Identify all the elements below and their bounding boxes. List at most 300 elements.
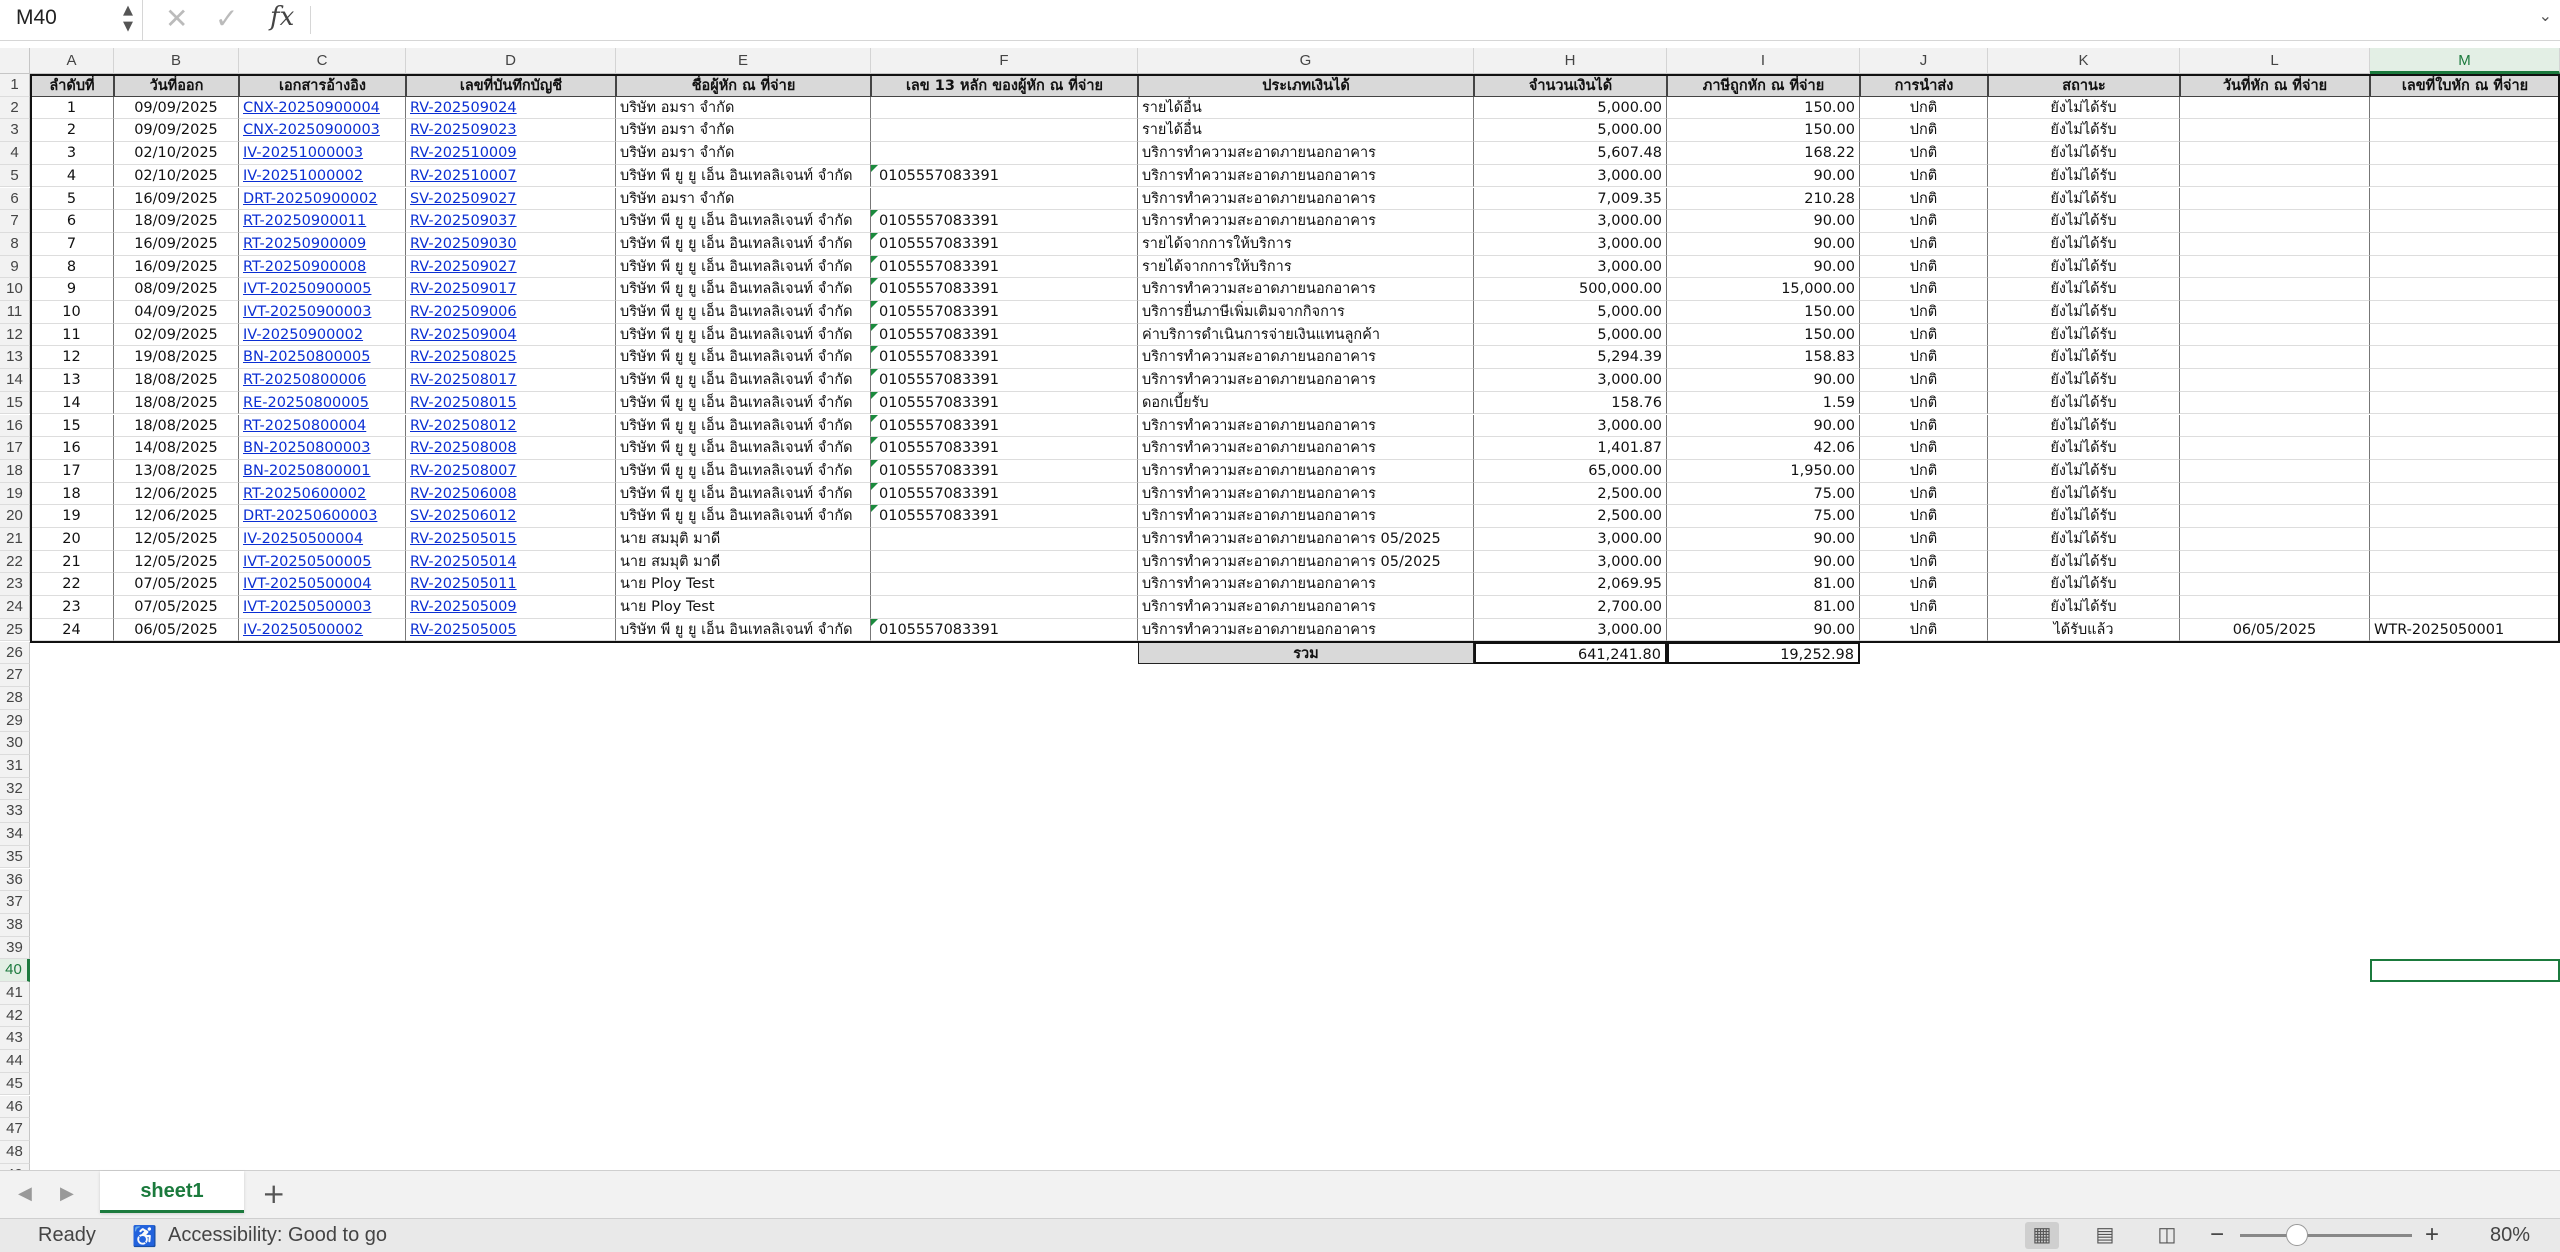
table-cell[interactable] [2180,483,2370,506]
number-as-text-warning-icon[interactable] [871,460,878,467]
table-cell[interactable]: ยังไม่ได้รับ [1988,324,2180,347]
table-cell[interactable]: ปกติ [1860,324,1988,347]
hyperlink-cell[interactable]: CNX-20250900004 [239,97,406,120]
row-header-46[interactable]: 46 [0,1096,30,1119]
table-cell[interactable]: 150.00 [1667,97,1860,120]
table-cell[interactable]: ปกติ [1860,460,1988,483]
row-header-25[interactable]: 25 [0,619,30,642]
table-cell[interactable]: 18/09/2025 [114,210,239,233]
hyperlink-cell[interactable]: IV-20251000002 [239,165,406,188]
table-cell[interactable] [871,119,1138,142]
table-cell[interactable] [2370,528,2560,551]
table-cell[interactable] [871,551,1138,574]
row-header-16[interactable]: 16 [0,415,30,438]
table-cell[interactable]: 8 [30,256,114,279]
table-cell[interactable]: 3,000.00 [1474,256,1667,279]
table-cell[interactable] [2370,142,2560,165]
table-cell[interactable]: ยังไม่ได้รับ [1988,188,2180,211]
row-header-28[interactable]: 28 [0,687,30,710]
table-cell[interactable]: บริการทำความสะอาดภายนอกอาคาร [1138,460,1474,483]
table-cell[interactable] [871,573,1138,596]
hyperlink-cell[interactable]: RV-202506008 [406,483,616,506]
row-header-13[interactable]: 13 [0,346,30,369]
zoom-in-button[interactable]: + [2425,1221,2440,1248]
hyperlink-cell[interactable]: RV-202509024 [406,97,616,120]
table-cell[interactable]: 2,700.00 [1474,596,1667,619]
table-cell[interactable]: ปกติ [1860,301,1988,324]
hyperlink-cell[interactable]: IV-20250500002 [239,619,406,642]
row-header-6[interactable]: 6 [0,188,30,211]
table-cell[interactable] [2370,278,2560,301]
table-cell[interactable]: 9 [30,278,114,301]
row-header-29[interactable]: 29 [0,710,30,733]
column-header-k[interactable]: K [1988,48,2180,74]
table-cell[interactable]: 75.00 [1667,505,1860,528]
number-as-text-warning-icon[interactable] [871,256,878,263]
table-cell[interactable]: 04/09/2025 [114,301,239,324]
table-cell[interactable] [2180,369,2370,392]
hyperlink-cell[interactable]: IVT-20250500004 [239,573,406,596]
hyperlink-cell[interactable]: RV-202509037 [406,210,616,233]
table-cell[interactable]: บริษัท พี ยู ยู เอ็น อินเทลลิเจนท์ จำกัด [616,301,871,324]
hyperlink-cell[interactable]: IVT-20250500005 [239,551,406,574]
table-cell[interactable]: 500,000.00 [1474,278,1667,301]
table-cell[interactable]: บริษัท อมรา จำกัด [616,188,871,211]
table-cell[interactable]: 09/09/2025 [114,97,239,120]
table-cell[interactable]: 5,607.48 [1474,142,1667,165]
table-cell[interactable] [2370,301,2560,324]
table-cell[interactable]: ยังไม่ได้รับ [1988,483,2180,506]
table-cell[interactable] [2370,210,2560,233]
table-cell[interactable]: บริการทำความสะอาดภายนอกอาคาร [1138,369,1474,392]
column-header-f[interactable]: F [871,48,1138,74]
select-all-corner[interactable] [0,48,30,74]
hyperlink-cell[interactable]: IVT-20250900003 [239,301,406,324]
table-cell[interactable]: ยังไม่ได้รับ [1988,369,2180,392]
table-cell[interactable]: นาย Ploy Test [616,573,871,596]
table-cell[interactable]: บริษัท พี ยู ยู เอ็น อินเทลลิเจนท์ จำกัด [616,346,871,369]
selected-cell-outline[interactable] [2370,959,2560,982]
row-header-47[interactable]: 47 [0,1118,30,1141]
number-as-text-warning-icon[interactable] [871,392,878,399]
insert-function-button[interactable]: fx [270,2,295,32]
table-cell[interactable] [2180,119,2370,142]
table-cell[interactable]: 0105557083391 [871,437,1138,460]
table-cell[interactable]: บริษัท พี ยู ยู เอ็น อินเทลลิเจนท์ จำกัด [616,369,871,392]
hyperlink-cell[interactable]: RV-202509030 [406,233,616,256]
row-header-2[interactable]: 2 [0,97,30,120]
number-as-text-warning-icon[interactable] [871,369,878,376]
table-cell[interactable]: 0105557083391 [871,165,1138,188]
previous-sheet-arrow-icon[interactable]: ◀ [18,1183,32,1204]
table-cell[interactable]: 3,000.00 [1474,528,1667,551]
table-cell[interactable]: นาย Ploy Test [616,596,871,619]
table-cell[interactable] [2180,233,2370,256]
table-cell[interactable]: ยังไม่ได้รับ [1988,119,2180,142]
table-cell[interactable]: 5,000.00 [1474,301,1667,324]
hyperlink-cell[interactable]: RV-202505011 [406,573,616,596]
table-cell[interactable]: 0105557083391 [871,415,1138,438]
table-cell[interactable]: ปกติ [1860,165,1988,188]
table-cell[interactable]: 2,500.00 [1474,505,1667,528]
table-cell[interactable]: 65,000.00 [1474,460,1667,483]
row-header-8[interactable]: 8 [0,233,30,256]
page-layout-icon[interactable]: ▤ [2095,1224,2115,1246]
table-cell[interactable]: บริการทำความสะอาดภายนอกอาคาร [1138,210,1474,233]
table-cell[interactable]: 14 [30,392,114,415]
hyperlink-cell[interactable]: RV-202509017 [406,278,616,301]
row-header-9[interactable]: 9 [0,256,30,279]
row-header-48[interactable]: 48 [0,1141,30,1164]
table-cell[interactable] [2370,369,2560,392]
table-cell[interactable]: รายได้อื่น [1138,119,1474,142]
table-cell[interactable]: 12/05/2025 [114,528,239,551]
hyperlink-cell[interactable]: DRT-20250900002 [239,188,406,211]
table-cell[interactable]: 07/05/2025 [114,596,239,619]
number-as-text-warning-icon[interactable] [871,619,878,626]
row-header-23[interactable]: 23 [0,573,30,596]
table-cell[interactable]: ปกติ [1860,415,1988,438]
table-cell[interactable] [2370,188,2560,211]
table-cell[interactable] [2180,596,2370,619]
row-header-10[interactable]: 10 [0,278,30,301]
table-cell[interactable] [871,142,1138,165]
table-cell[interactable] [2370,324,2560,347]
table-cell[interactable] [2180,142,2370,165]
hyperlink-cell[interactable]: DRT-20250600003 [239,505,406,528]
table-cell[interactable]: 15 [30,415,114,438]
table-cell[interactable] [2180,437,2370,460]
row-header-39[interactable]: 39 [0,937,30,960]
table-cell[interactable]: 16/09/2025 [114,256,239,279]
table-cell[interactable]: ยังไม่ได้รับ [1988,551,2180,574]
column-header-i[interactable]: I [1667,48,1860,74]
hyperlink-cell[interactable]: RV-202505015 [406,528,616,551]
row-header-12[interactable]: 12 [0,324,30,347]
table-cell[interactable]: 19/08/2025 [114,346,239,369]
hyperlink-cell[interactable]: RV-202508017 [406,369,616,392]
table-cell[interactable]: ยังไม่ได้รับ [1988,256,2180,279]
table-cell[interactable]: บริการทำความสะอาดภายนอกอาคาร [1138,483,1474,506]
table-cell[interactable]: 18/08/2025 [114,369,239,392]
table-cell[interactable]: ยังไม่ได้รับ [1988,460,2180,483]
table-cell[interactable]: 42.06 [1667,437,1860,460]
table-cell[interactable] [2180,165,2370,188]
table-cell[interactable]: 11 [30,324,114,347]
totals-tax[interactable]: 19,252.98 [1667,642,1860,665]
hyperlink-cell[interactable]: RT-20250900008 [239,256,406,279]
column-header-e[interactable]: E [616,48,871,74]
table-cell[interactable] [2370,551,2560,574]
row-header-19[interactable]: 19 [0,483,30,506]
hyperlink-cell[interactable]: IV-20250500004 [239,528,406,551]
hyperlink-cell[interactable]: RV-202508012 [406,415,616,438]
table-cell[interactable]: 0105557083391 [871,233,1138,256]
header-cell[interactable]: เลขที่ใบหัก ณ ที่จ่าย [2370,74,2560,97]
hyperlink-cell[interactable]: RV-202509004 [406,324,616,347]
table-cell[interactable]: บริษัท พี ยู ยู เอ็น อินเทลลิเจนท์ จำกัด [616,278,871,301]
number-as-text-warning-icon[interactable] [871,165,878,172]
table-cell[interactable] [2370,346,2560,369]
table-cell[interactable] [2180,505,2370,528]
table-cell[interactable]: 09/09/2025 [114,119,239,142]
row-header-24[interactable]: 24 [0,596,30,619]
hyperlink-cell[interactable]: RT-20250900009 [239,233,406,256]
hyperlink-cell[interactable]: BN-20250800001 [239,460,406,483]
table-cell[interactable]: 5,000.00 [1474,97,1667,120]
table-cell[interactable]: นาย สมมุติ มาดี [616,551,871,574]
table-cell[interactable] [2180,210,2370,233]
table-cell[interactable] [2370,505,2560,528]
table-cell[interactable]: ปกติ [1860,256,1988,279]
formula-input[interactable] [320,8,2520,34]
table-cell[interactable]: 23 [30,596,114,619]
table-cell[interactable]: 14/08/2025 [114,437,239,460]
table-cell[interactable]: 210.28 [1667,188,1860,211]
row-header-33[interactable]: 33 [0,800,30,823]
hyperlink-cell[interactable]: RV-202509006 [406,301,616,324]
column-header-l[interactable]: L [2180,48,2370,74]
row-header-17[interactable]: 17 [0,437,30,460]
table-cell[interactable]: ปกติ [1860,596,1988,619]
table-cell[interactable]: 18/08/2025 [114,392,239,415]
table-cell[interactable]: ยังไม่ได้รับ [1988,392,2180,415]
table-cell[interactable] [2180,415,2370,438]
header-cell[interactable]: ภาษีถูกหัก ณ ที่จ่าย [1667,74,1860,97]
number-as-text-warning-icon[interactable] [871,483,878,490]
table-cell[interactable]: บริการทำความสะอาดภายนอกอาคาร [1138,346,1474,369]
table-cell[interactable]: บริการทำความสะอาดภายนอกอาคาร [1138,505,1474,528]
row-header-26[interactable]: 26 [0,642,30,665]
table-cell[interactable] [2180,346,2370,369]
table-cell[interactable]: 2 [30,119,114,142]
table-cell[interactable]: บริการทำความสะอาดภายนอกอาคาร [1138,619,1474,642]
table-cell[interactable]: บริษัท อมรา จำกัด [616,97,871,120]
table-cell[interactable]: ยังไม่ได้รับ [1988,505,2180,528]
row-header-11[interactable]: 11 [0,301,30,324]
table-cell[interactable]: ปกติ [1860,437,1988,460]
table-cell[interactable]: 5,294.39 [1474,346,1667,369]
table-cell[interactable]: ปกติ [1860,528,1988,551]
table-cell[interactable]: 81.00 [1667,573,1860,596]
table-cell[interactable] [2180,573,2370,596]
hyperlink-cell[interactable]: IVT-20250900005 [239,278,406,301]
table-cell[interactable]: 1,401.87 [1474,437,1667,460]
number-as-text-warning-icon[interactable] [871,415,878,422]
header-cell[interactable]: วันที่หัก ณ ที่จ่าย [2180,74,2370,97]
table-cell[interactable] [2180,278,2370,301]
table-cell[interactable]: บริษัท อมรา จำกัด [616,142,871,165]
name-box-value[interactable]: M40 [16,6,57,29]
table-cell[interactable]: ยังไม่ได้รับ [1988,528,2180,551]
table-cell[interactable]: 16/09/2025 [114,233,239,256]
name-box[interactable] [0,0,143,40]
row-header-20[interactable]: 20 [0,505,30,528]
table-cell[interactable]: 90.00 [1667,619,1860,642]
hyperlink-cell[interactable]: SV-202509027 [406,188,616,211]
table-cell[interactable]: บริษัท พี ยู ยู เอ็น อินเทลลิเจนท์ จำกัด [616,505,871,528]
table-cell[interactable]: ปกติ [1860,142,1988,165]
table-cell[interactable]: ยังไม่ได้รับ [1988,278,2180,301]
table-cell[interactable]: 06/05/2025 [2180,619,2370,642]
table-cell[interactable]: ยังไม่ได้รับ [1988,142,2180,165]
table-cell[interactable]: 90.00 [1667,210,1860,233]
row-header-36[interactable]: 36 [0,869,30,892]
table-cell[interactable]: 90.00 [1667,369,1860,392]
table-cell[interactable]: 7 [30,233,114,256]
table-cell[interactable]: 21 [30,551,114,574]
table-cell[interactable]: บริษัท พี ยู ยู เอ็น อินเทลลิเจนท์ จำกัด [616,256,871,279]
table-cell[interactable]: 02/10/2025 [114,165,239,188]
table-cell[interactable]: 0105557083391 [871,392,1138,415]
table-cell[interactable]: ยังไม่ได้รับ [1988,97,2180,120]
table-cell[interactable]: 16 [30,437,114,460]
table-cell[interactable]: บริการทำความสะอาดภายนอกอาคาร [1138,573,1474,596]
row-header-44[interactable]: 44 [0,1050,30,1073]
number-as-text-warning-icon[interactable] [871,210,878,217]
number-as-text-warning-icon[interactable] [871,437,878,444]
table-cell[interactable] [871,188,1138,211]
table-cell[interactable]: 1,950.00 [1667,460,1860,483]
table-cell[interactable] [2370,573,2560,596]
table-cell[interactable] [871,528,1138,551]
row-header-43[interactable]: 43 [0,1027,30,1050]
table-cell[interactable] [2180,551,2370,574]
add-sheet-button[interactable]: + [262,1177,286,1210]
table-cell[interactable] [2370,233,2560,256]
table-cell[interactable] [2370,415,2560,438]
row-header-18[interactable]: 18 [0,460,30,483]
row-header-34[interactable]: 34 [0,823,30,846]
zoom-slider-thumb[interactable] [2286,1224,2308,1246]
header-cell[interactable]: การนำส่ง [1860,74,1988,97]
table-cell[interactable]: 0105557083391 [871,301,1138,324]
table-cell[interactable]: ยังไม่ได้รับ [1988,596,2180,619]
table-cell[interactable]: บริษัท พี ยู ยู เอ็น อินเทลลิเจนท์ จำกัด [616,392,871,415]
table-cell[interactable]: 0105557083391 [871,619,1138,642]
table-cell[interactable]: 08/09/2025 [114,278,239,301]
row-header-4[interactable]: 4 [0,142,30,165]
table-cell[interactable]: บริษัท พี ยู ยู เอ็น อินเทลลิเจนท์ จำกัด [616,324,871,347]
row-header-35[interactable]: 35 [0,846,30,869]
table-cell[interactable]: ยังไม่ได้รับ [1988,165,2180,188]
table-cell[interactable]: 90.00 [1667,415,1860,438]
table-cell[interactable]: 150.00 [1667,119,1860,142]
next-sheet-arrow-icon[interactable]: ▶ [60,1183,74,1204]
table-cell[interactable]: 5 [30,188,114,211]
table-cell[interactable]: 0105557083391 [871,505,1138,528]
table-cell[interactable] [871,97,1138,120]
table-cell[interactable]: 19 [30,505,114,528]
sheet-tab-sheet1[interactable]: sheet1 [100,1171,244,1213]
table-cell[interactable]: 90.00 [1667,165,1860,188]
hyperlink-cell[interactable]: RT-20250800006 [239,369,406,392]
hyperlink-cell[interactable]: RV-202505005 [406,619,616,642]
table-cell[interactable]: 3 [30,142,114,165]
hyperlink-cell[interactable]: RT-20250900011 [239,210,406,233]
name-box-stepper-icon[interactable]: ▲ ▼ [123,3,133,34]
table-cell[interactable]: บริการทำความสะอาดภายนอกอาคาร [1138,437,1474,460]
number-as-text-warning-icon[interactable] [871,346,878,353]
table-cell[interactable]: 12/06/2025 [114,505,239,528]
table-cell[interactable]: 13/08/2025 [114,460,239,483]
column-header-m[interactable]: M [2370,48,2560,74]
row-header-32[interactable]: 32 [0,778,30,801]
table-cell[interactable] [2180,256,2370,279]
table-cell[interactable]: บริษัท อมรา จำกัด [616,119,871,142]
table-cell[interactable]: 13 [30,369,114,392]
checkmark-icon[interactable]: ✓ [215,2,239,35]
header-cell[interactable]: สถานะ [1988,74,2180,97]
table-cell[interactable]: 12 [30,346,114,369]
table-cell[interactable]: 90.00 [1667,233,1860,256]
table-cell[interactable]: 5,000.00 [1474,119,1667,142]
column-header-c[interactable]: C [239,48,406,74]
table-cell[interactable] [2370,256,2560,279]
table-cell[interactable]: 90.00 [1667,528,1860,551]
table-cell[interactable] [2180,324,2370,347]
hyperlink-cell[interactable]: RV-202509023 [406,119,616,142]
table-cell[interactable]: 06/05/2025 [114,619,239,642]
number-as-text-warning-icon[interactable] [871,233,878,240]
header-cell[interactable]: ชื่อผู้หัก ณ ที่จ่าย [616,74,871,97]
table-cell[interactable]: 3,000.00 [1474,551,1667,574]
table-cell[interactable]: ได้รับแล้ว [1988,619,2180,642]
table-cell[interactable]: 0105557083391 [871,256,1138,279]
table-cell[interactable]: ยังไม่ได้รับ [1988,210,2180,233]
row-header-45[interactable]: 45 [0,1073,30,1096]
header-cell[interactable]: เอกสารอ้างอิง [239,74,406,97]
table-cell[interactable]: 07/05/2025 [114,573,239,596]
column-header-b[interactable]: B [114,48,239,74]
number-as-text-warning-icon[interactable] [871,278,878,285]
table-cell[interactable]: รายได้จากการให้บริการ [1138,233,1474,256]
table-cell[interactable]: ปกติ [1860,619,1988,642]
table-cell[interactable]: 158.83 [1667,346,1860,369]
page-break-preview-icon[interactable]: ◫ [2157,1224,2177,1246]
table-cell[interactable]: บริการทำความสะอาดภายนอกอาคาร [1138,278,1474,301]
table-cell[interactable]: บริการทำความสะอาดภายนอกอาคาร 05/2025 [1138,551,1474,574]
table-cell[interactable]: 24 [30,619,114,642]
header-cell[interactable]: จำนวนเงินได้ [1474,74,1667,97]
row-header-14[interactable]: 14 [0,369,30,392]
table-cell[interactable] [2370,437,2560,460]
hyperlink-cell[interactable]: BN-20250800003 [239,437,406,460]
accessibility-icon[interactable]: ♿ [132,1226,157,1248]
table-cell[interactable] [871,596,1138,619]
table-cell[interactable]: ปกติ [1860,278,1988,301]
hyperlink-cell[interactable]: RV-202510007 [406,165,616,188]
table-cell[interactable]: 0105557083391 [871,369,1138,392]
hyperlink-cell[interactable]: RV-202508015 [406,392,616,415]
table-cell[interactable]: 17 [30,460,114,483]
table-cell[interactable]: 3,000.00 [1474,165,1667,188]
row-header-15[interactable]: 15 [0,392,30,415]
totals-amount[interactable]: 641,241.80 [1474,642,1667,665]
number-as-text-warning-icon[interactable] [871,301,878,308]
row-header-30[interactable]: 30 [0,732,30,755]
table-cell[interactable]: รายได้จากการให้บริการ [1138,256,1474,279]
table-cell[interactable]: 5,000.00 [1474,324,1667,347]
table-cell[interactable]: บริษัท พี ยู ยู เอ็น อินเทลลิเจนท์ จำกัด [616,415,871,438]
table-cell[interactable]: 18/08/2025 [114,415,239,438]
table-cell[interactable]: ปกติ [1860,210,1988,233]
table-cell[interactable] [2370,165,2560,188]
accessibility-status[interactable]: Accessibility: Good to go [168,1224,387,1246]
table-cell[interactable]: 3,000.00 [1474,369,1667,392]
hyperlink-cell[interactable]: CNX-20250900003 [239,119,406,142]
table-cell[interactable]: ยังไม่ได้รับ [1988,301,2180,324]
